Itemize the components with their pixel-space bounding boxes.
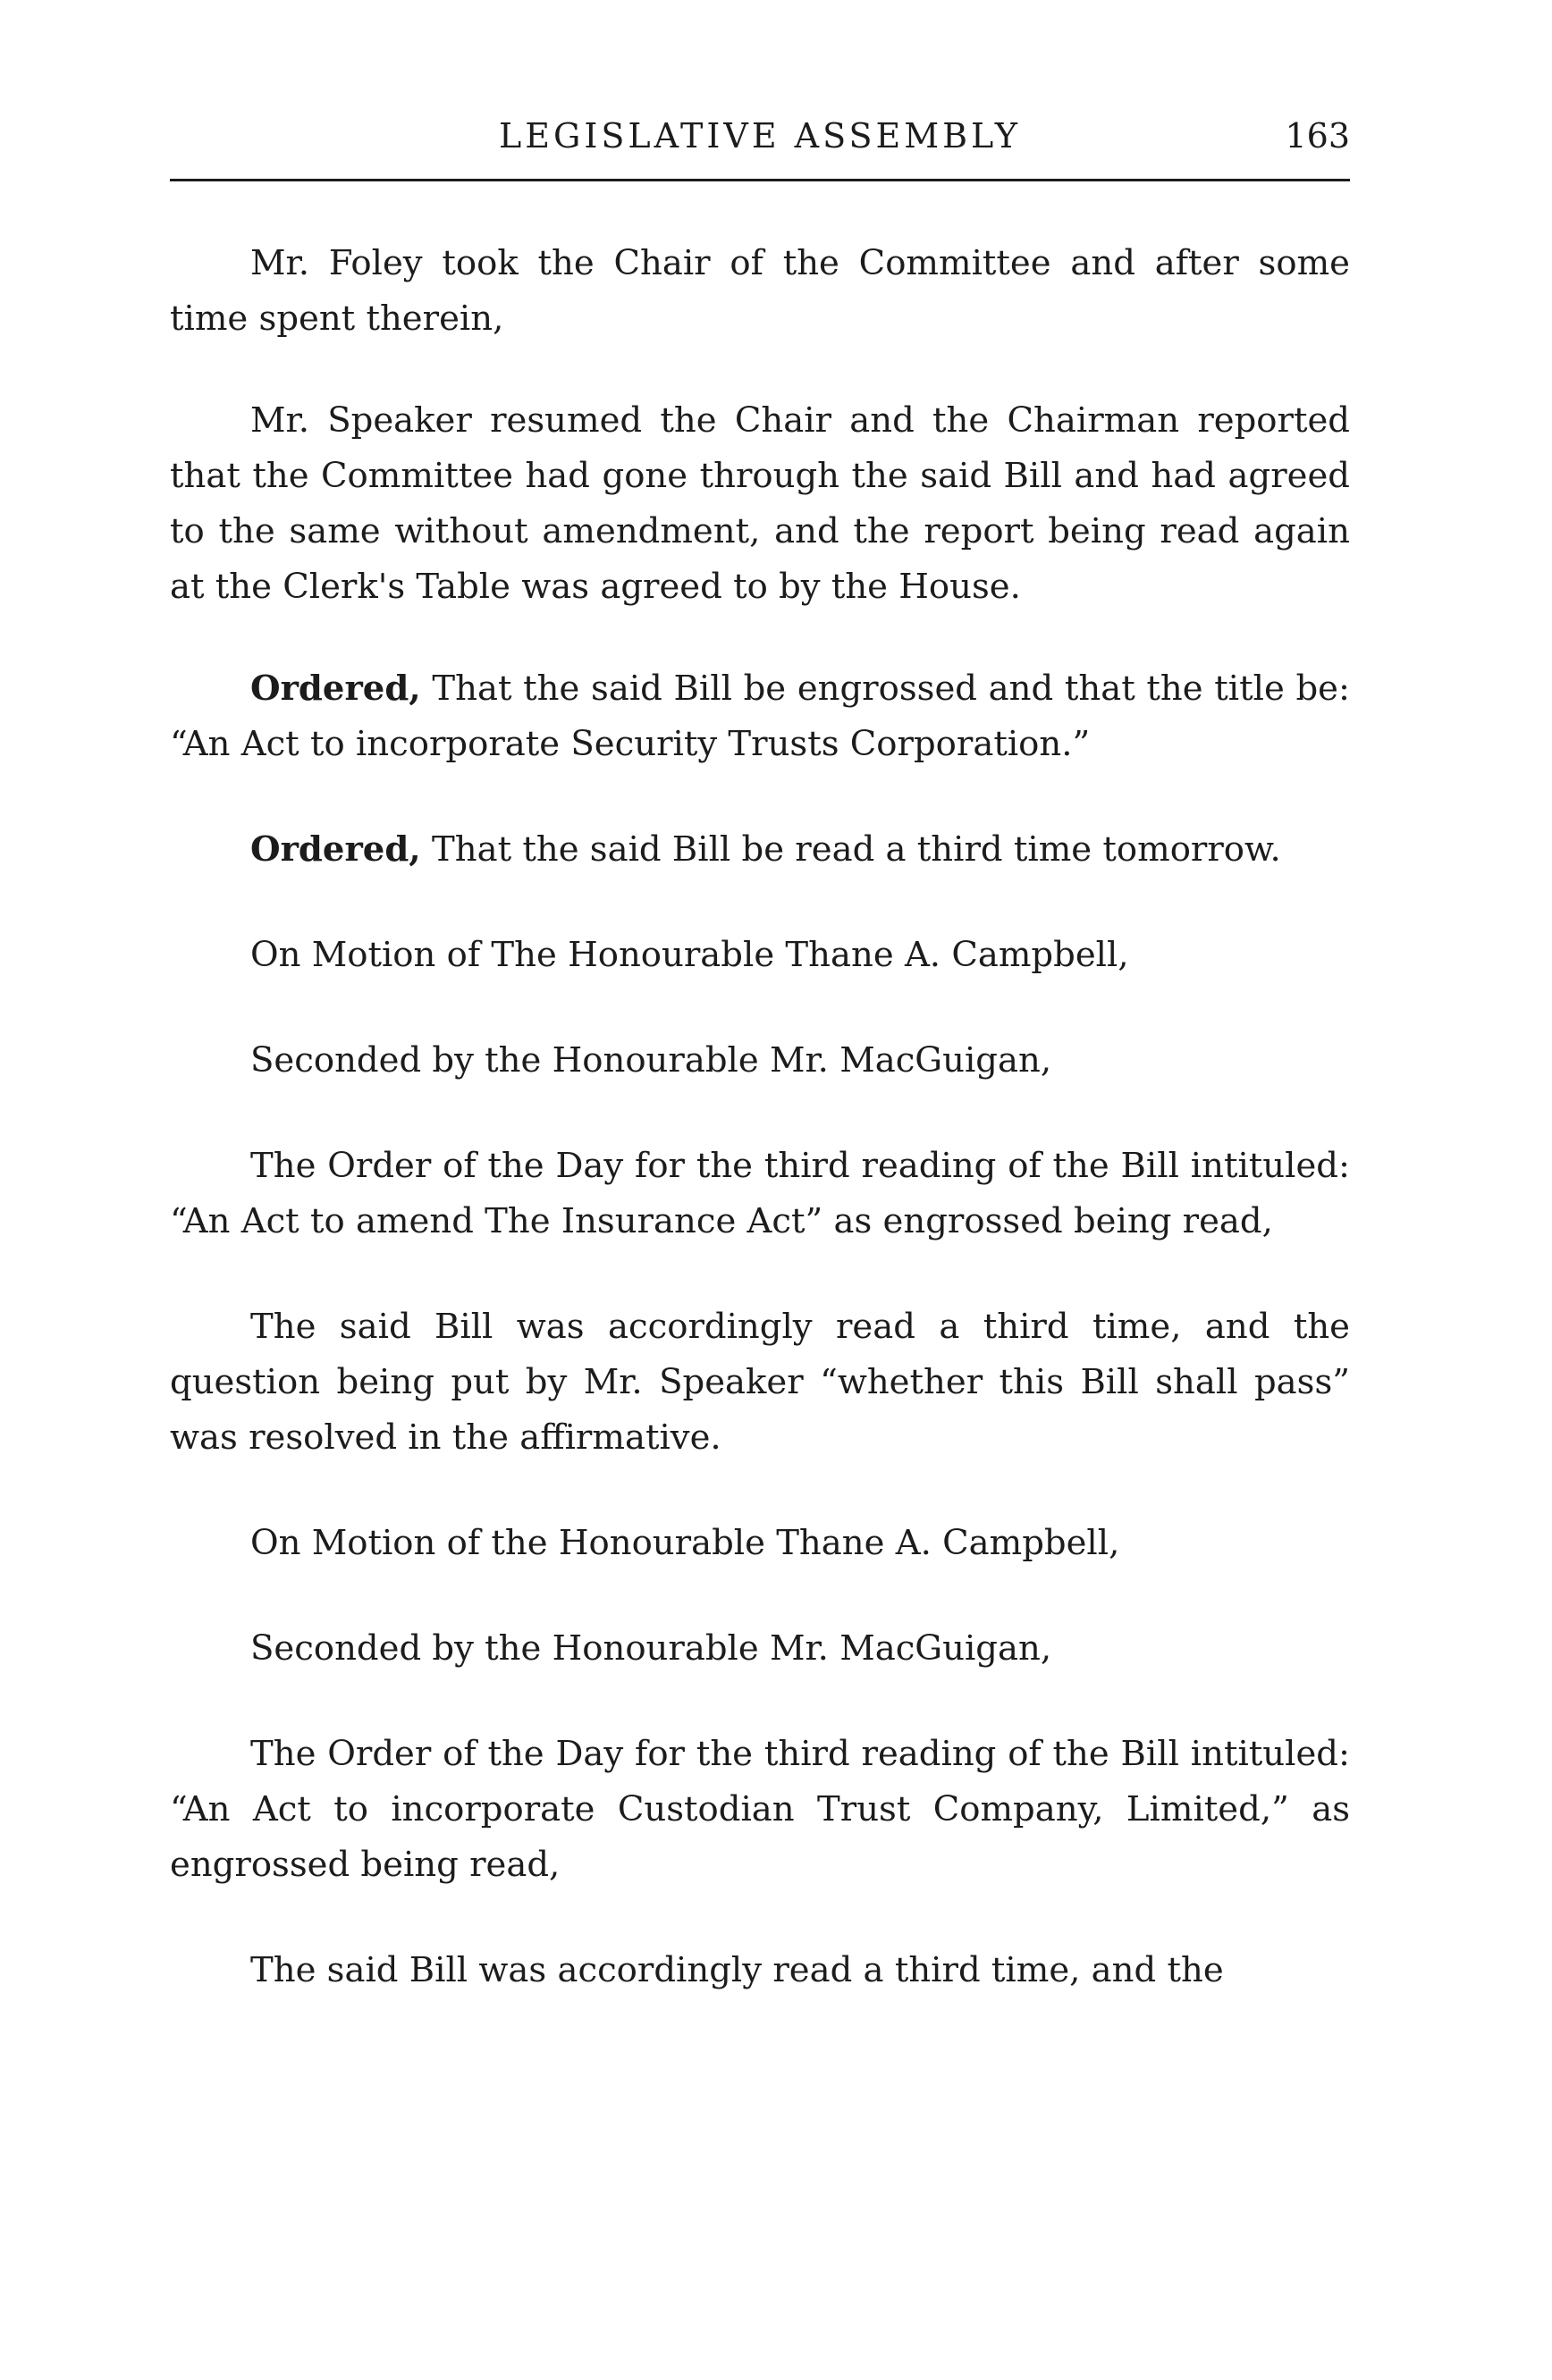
paragraph [170,1516,1350,1571]
paragraph-text: That the said Bill be engrossed and that the title be: “An Act to incorporate Security Trusts Corporation.” [170,669,1350,764]
paragraph [170,928,1350,983]
paragraph [170,1727,1350,1893]
paragraph-text: The said Bill was accordingly read a third time, and the [250,1950,1224,1990]
paragraph [170,822,1350,878]
paragraph [170,1621,1350,1677]
page-number: 163 [1285,116,1350,156]
document-body [170,236,1350,1998]
paragraph-text: On Motion of the Honourable Thane A. Campbell, [250,1523,1120,1563]
paragraph-text: Seconded by the Honourable Mr. MacGuigan, [250,1040,1052,1081]
paragraph-text: Mr. Foley took the Chair of the Committee and after some time spent therein, [170,243,1350,339]
paragraph [170,1033,1350,1089]
paragraph-text: On Motion of The Honourable Thane A. Campbell, [250,935,1129,975]
running-header [170,109,1350,163]
paragraph-text: The Order of the Day for the third reading of the Bill intituled: “An Act to incorporate Custodian Trust Company, Limited,” as engrossed being read, [170,1734,1350,1885]
paragraph-text: Seconded by the Honourable Mr. MacGuigan, [250,1628,1052,1669]
header-title: LEGISLATIVE ASSEMBLY [499,116,1021,156]
header-rule [170,179,1350,181]
paragraph [170,661,1350,772]
paragraph [170,1139,1350,1249]
paragraph [170,393,1350,615]
paragraph-text: That the said Bill be read a third time tomorrow. [420,829,1281,870]
paragraph-lead: Ordered, [250,829,421,870]
paragraph-lead: Ordered, [250,669,421,709]
paragraph-text: The Order of the Day for the third reading of the Bill intituled: “An Act to amend The Insurance Act” as engrossed being read, [170,1146,1350,1241]
paragraph [170,1299,1350,1466]
paragraph [170,236,1350,347]
paragraph-text: Mr. Speaker resumed the Chair and the Chairman reported that the Committee had gone through the said Bill and had agreed to the same without amendment, and the report being read again at the Clerk's Table was agreed to by the House. [170,400,1350,607]
paragraph-text: The said Bill was accordingly read a third time, and the question being put by Mr. Speaker “whether this Bill shall pass” was resolved in the affirmative. [170,1307,1350,1458]
paragraph [170,1943,1350,1998]
